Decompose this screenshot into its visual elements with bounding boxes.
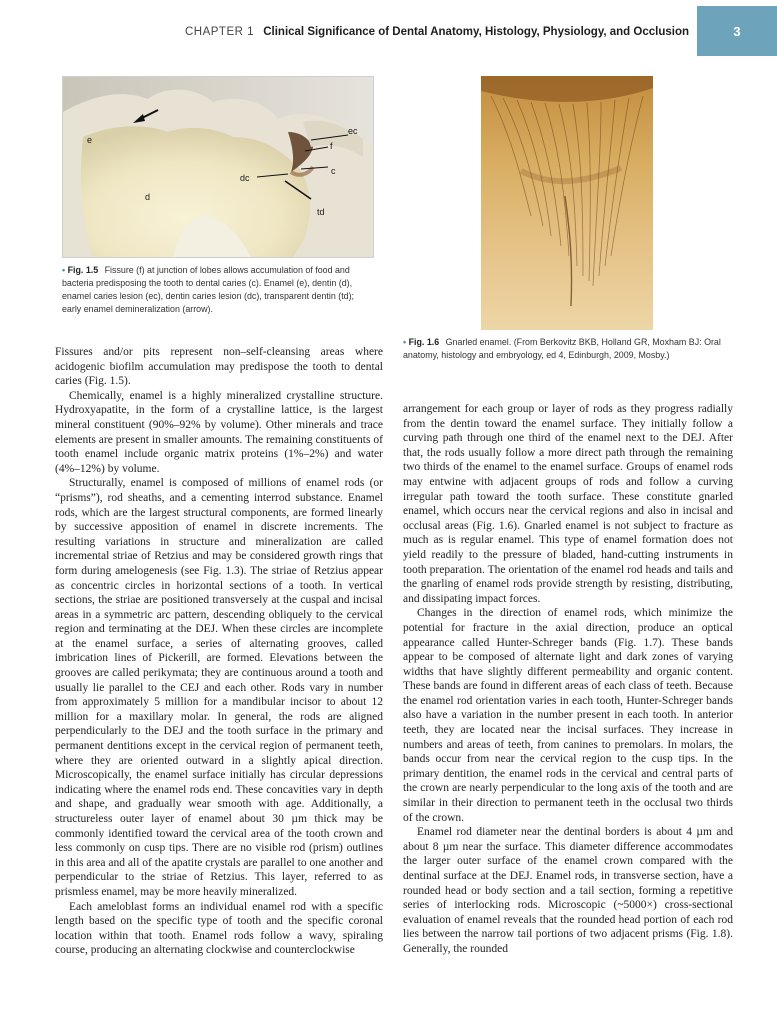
caption-text: Gnarled enamel. (From Berkovitz BKB, Holland GR, Moxham BJ: Oral anatomy, histology and embryology, ed 4, Edinburgh, 2009, Mosby.) [403, 337, 721, 360]
label-td: td [317, 207, 325, 217]
label-f: f [330, 141, 333, 151]
caption-text: Fissure (f) at junction of lobes allows accumulation of food and bacteria predisposing the tooth to dental caries (c). Enamel (e), dentin (d), enamel caries lesion (ec), dentin caries lesion (dc), transparent dentin (td); early enamel demineralization (arrow). [62, 265, 355, 314]
chapter-title: Clinical Significance of Dental Anatomy, Histology, Physiology, and Occlusion [263, 26, 689, 38]
label-ec: ec [348, 126, 358, 136]
label-c: c [331, 166, 336, 176]
figure-number: Fig. 1.5 [67, 265, 99, 275]
page-number: 3 [697, 6, 777, 56]
paragraph: Enamel rod diameter near the dentinal borders is about 4 µm and about 8 µm near the surface. This diameter difference accommodates the larger outer surface of the enamel crown compared with the dentinal surface at the DEJ. Enamel rods, in transverse section, have a rounded head or body section and a tail section, forming a repetitive series of interlocking rods. Microscopic (~5000×) cross-sectional evaluation of enamel reveals that the rounded head portion of each rod lies between the narrow tail portions of two adjacent prisms (Fig. 1.8). Generally, the rounded [403, 826, 733, 955]
label-dc: dc [240, 173, 250, 183]
running-head [185, 26, 689, 38]
figure-1-5-image [62, 76, 374, 258]
page-header [0, 0, 777, 58]
body-text-left-column [55, 345, 383, 958]
paragraph: Each ameloblast forms an individual enamel rod with a specific length based on the specific type of tooth and the specific coronal location within that tooth. Enamel rods follow a wavy, spiraling course, producing an alternating clockwise and counterclockwise [55, 900, 383, 957]
tooth-section-photo [63, 77, 373, 257]
figure-1-6-caption [403, 336, 733, 362]
bullet-icon: • [403, 337, 407, 347]
chapter-label: CHAPTER 1 [184, 26, 255, 38]
figure-number: Fig. 1.6 [408, 337, 440, 347]
paragraph: arrangement for each group or layer of rods as they progress radially from the dentin toward the enamel surface. They initially follow a curving path through one third of the enamel next to the DEJ. After that, the rods usually follow a more direct path through the remaining two thirds of the enamel to the enamel surface. Groups of enamel rods may entwine with adjacent groups of rods and follow a curving irregular path toward the tooth surface. These constitute gnarled enamel, which occurs near the cervical regions and also in incisal and occlusal areas (Fig. 1.6). Gnarled enamel is not subject to fracture as much as is regular enamel. This type of enamel formation does not yield readily to the pressure of bladed, hand-cutting instruments in tooth preparation. The orientation of the enamel rod heads and tails and the gnarling of enamel rods provide strength by resisting, distributing, and dissipating impact forces. [403, 403, 733, 605]
body-text-right-column [403, 402, 733, 957]
paragraph: Fissures and/or pits represent non–self-cleansing areas where acidogenic biofilm accumulation may predispose the tooth to dental caries (Fig. 1.5). [55, 346, 383, 388]
label-e: e [87, 135, 93, 145]
paragraph: Chemically, enamel is a highly mineralized crystalline structure. Hydroxyapatite, in the form of a crystalline lattice, is the largest mineral constituent (90%–92% by volume). Other minerals and trace elements are present in smaller amounts. The remaining constituents of tooth enamel include organic matrix proteins (1%–2%) and water (4%–12%) by volume. [55, 389, 383, 475]
label-d: d [145, 192, 151, 202]
figure-1-5-caption [62, 264, 374, 316]
paragraph: Structurally, enamel is composed of millions of enamel rods (or “prisms”), rod sheaths, and a cementing interrod substance. Enamel rods, which are the largest structural components, are formed linearly by successive apposition of enamel in discrete increments. The resulting variations in structure and mineralization are called incremental striae of Retzius and may be considered growth rings that form during amelogenesis (see Fig. 1.3). The striae of Retzius appear as concentric circles in horizontal sections of a tooth. In vertical sections, the striae are positioned transversely at the cuspal and incisal areas in a symmetric arc pattern, descending obliquely to the cervical region and terminating at the DEJ. When these circles are incomplete at the enamel surface, a series of alternating grooves, called imbrication lines of Pickerill, are formed. Elevations between the grooves are called perikymata; they are continuous around a tooth and usually lie parallel to the CEJ and each other. Rods vary in number from approximately 5 million for a mandibular incisor to about 12 million for a maxillary molar. In general, the rods are aligned perpendicularly to the DEJ and the tooth surface in the primary and permanent dentitions except in the cervical region of permanent teeth, where they are oriented outward in a slightly apical direction. Microscopically, the enamel surface initially has circular depressions indicating where the enamel rods end. These concavities vary in depth and shape, and gradually wear smooth with age. Additionally, a structureless outer layer of enamel about 30 µm thick may be commonly identified toward the cervical area of the tooth crown and less commonly on cusp tips. There are no visible rod (prism) outlines in this area and all of the apatite crystals are parallel to one another and perpendicular to the striae of Retzius. This layer, referred to as prismless enamel, may be more heavily mineralized. [55, 477, 383, 898]
figure-1-6-image [481, 76, 653, 330]
bullet-icon: • [62, 265, 66, 275]
gnarled-enamel-photo [481, 76, 653, 330]
paragraph: Changes in the direction of enamel rods, which minimize the potential for fracture in the axial direction, produce an optical appearance called Hunter-Schreger bands (Fig. 1.7). These bands appear to be composed of alternate light and dark zones of varying widths that have slightly different permeability and organic content. These bands are found in different areas of each class of teeth. Because the enamel rod orientation varies in each tooth, Hunter-Schreger bands also have a variation in the number present in each tooth. In anterior teeth, they are located near the incisal surfaces. They increase in numbers and areas of teeth, from canines to premolars. In molars, the bands occur from near the cervical region to the cusp tips. In the primary dentition, the enamel rods in the cervical and central parts of the crown are nearly perpendicular to the long axis of the tooth and are similar in their direction to permanent teeth in the occlusal two thirds of the crown. [403, 607, 733, 824]
